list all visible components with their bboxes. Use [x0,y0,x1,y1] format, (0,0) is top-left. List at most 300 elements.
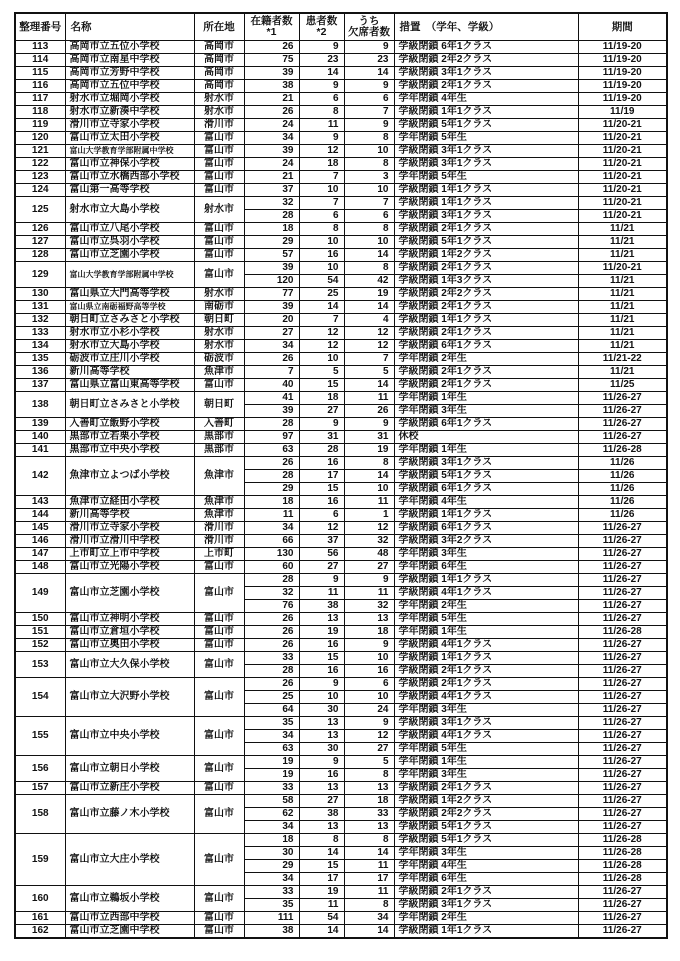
school-name: 新川高等学校 [65,509,194,522]
period: 11/26-28 [578,873,667,886]
header-name: 名称 [65,13,194,41]
period: 11/21-22 [578,353,667,366]
period: 11/26 [578,470,667,483]
school-name: 魚津市立経田小学校 [65,496,194,509]
location: 富山市 [194,223,244,236]
measure: 学級閉鎖 3年2クラス [394,535,578,548]
patient-count: 6 [299,210,344,223]
school-name: 富山市立奥田小学校 [65,639,194,652]
measure: 学級閉鎖 2年1クラス [394,379,578,392]
patient-count: 38 [299,600,344,613]
entry-id: 162 [15,925,65,939]
entry-id: 157 [15,782,65,795]
measure: 学年閉鎖 5年生 [394,132,578,145]
measure: 学年閉鎖 1年生 [394,626,578,639]
location: 富山市 [194,652,244,678]
location: 射水市 [194,327,244,340]
measure: 学級閉鎖 4年1クラス [394,587,578,600]
header-id: 整理番号 [15,13,65,41]
measure: 学級閉鎖 5年1クラス [394,119,578,132]
table-row [15,379,667,392]
measure: 学年閉鎖 4年生 [394,93,578,106]
school-name: 射水市立大島小学校 [65,340,194,353]
absent-count: 9 [344,574,394,587]
location: 射水市 [194,197,244,223]
measure: 学級閉鎖 1年1クラス [394,314,578,327]
period: 11/26-27 [578,704,667,717]
patient-count: 14 [299,847,344,860]
period: 11/26-27 [578,756,667,769]
entry-id: 120 [15,132,65,145]
entry-id: 115 [15,67,65,80]
enrolled-count: 19 [244,756,299,769]
table-row [15,392,667,405]
enrolled-count: 28 [244,665,299,678]
measure: 学年閉鎖 6年生 [394,873,578,886]
absent-count: 19 [344,288,394,301]
period: 11/26-27 [578,886,667,899]
patient-count: 17 [299,470,344,483]
measure: 学級閉鎖 1年1クラス [394,574,578,587]
school-name: 富山県立大門高等学校 [65,288,194,301]
period: 11/26-27 [578,587,667,600]
location: 富山市 [194,262,244,288]
measure: 学級閉鎖 1年1クラス [394,197,578,210]
enrolled-count: 41 [244,392,299,405]
measure: 学級閉鎖 2年2クラス [394,288,578,301]
measure: 学年閉鎖 1年生 [394,756,578,769]
location: 朝日町 [194,314,244,327]
school-name: 富山市立大庄小学校 [65,834,194,886]
period: 11/21 [578,327,667,340]
absent-count: 26 [344,405,394,418]
period: 11/26-28 [578,847,667,860]
period: 11/26-28 [578,834,667,847]
location: 富山市 [194,574,244,613]
enrolled-count: 24 [244,158,299,171]
table-row [15,301,667,314]
location: 富山市 [194,912,244,925]
entry-id: 137 [15,379,65,392]
entry-id: 138 [15,392,65,418]
patient-count: 9 [299,132,344,145]
absent-count: 31 [344,431,394,444]
school-name: 射水市立堀岡小学校 [65,93,194,106]
school-name: 高岡市立南星中学校 [65,54,194,67]
measure: 学年閉鎖 3年生 [394,769,578,782]
patient-count: 10 [299,691,344,704]
location: 滑川市 [194,535,244,548]
measure: 学級閉鎖 2年1クラス [394,366,578,379]
absent-count: 8 [344,834,394,847]
entry-id: 153 [15,652,65,678]
period: 11/26-27 [578,808,667,821]
period: 11/26-27 [578,431,667,444]
header-absent: うち 欠席者数 [344,13,394,41]
enrolled-count: 38 [244,925,299,939]
enrolled-count: 66 [244,535,299,548]
patient-count: 8 [299,834,344,847]
entry-id: 159 [15,834,65,886]
measure: 学級閉鎖 1年1クラス [394,106,578,119]
table-row [15,925,667,939]
period: 11/20-21 [578,132,667,145]
enrolled-count: 57 [244,249,299,262]
school-name: 黒部市立若栗小学校 [65,431,194,444]
school-name: 富山市立朝日小学校 [65,756,194,782]
period: 11/26-27 [578,405,667,418]
enrolled-count: 28 [244,574,299,587]
location: 富山市 [194,834,244,886]
period: 11/26 [578,509,667,522]
absent-count: 14 [344,249,394,262]
enrolled-count: 34 [244,730,299,743]
location: 富山市 [194,613,244,626]
table-row [15,717,667,730]
measure: 学級閉鎖 3年1クラス [394,210,578,223]
patient-count: 15 [299,652,344,665]
entry-id: 152 [15,639,65,652]
period: 11/26-27 [578,574,667,587]
enrolled-count: 32 [244,197,299,210]
measure: 学級閉鎖 1年1クラス [394,925,578,939]
period: 11/26-27 [578,665,667,678]
measure: 学級閉鎖 3年1クラス [394,717,578,730]
measure: 学年閉鎖 2年生 [394,600,578,613]
patient-count: 16 [299,249,344,262]
measure: 学級閉鎖 2年1クラス [394,678,578,691]
patient-count: 27 [299,405,344,418]
absent-count: 14 [344,847,394,860]
absent-count: 32 [344,600,394,613]
school-name: 魚津市立よつば小学校 [65,457,194,496]
period: 11/26 [578,457,667,470]
school-name: 富山市立太田小学校 [65,132,194,145]
location: 滑川市 [194,522,244,535]
absent-count: 8 [344,457,394,470]
enrolled-count: 111 [244,912,299,925]
absent-count: 17 [344,873,394,886]
enrolled-count: 63 [244,743,299,756]
entry-id: 122 [15,158,65,171]
patient-count: 54 [299,912,344,925]
enrolled-count: 76 [244,600,299,613]
enrolled-count: 39 [244,145,299,158]
school-name: 富山市立芝園小学校 [65,249,194,262]
patient-count: 10 [299,184,344,197]
table-row [15,496,667,509]
table-row [15,41,667,54]
entry-id: 116 [15,80,65,93]
location: 朝日町 [194,392,244,418]
absent-count: 14 [344,301,394,314]
enrolled-count: 37 [244,184,299,197]
measure: 学級閉鎖 1年2クラス [394,249,578,262]
measure: 学年閉鎖 3年生 [394,405,578,418]
enrolled-count: 120 [244,275,299,288]
location: 富山市 [194,236,244,249]
absent-count: 16 [344,665,394,678]
absent-count: 10 [344,652,394,665]
period: 11/21 [578,340,667,353]
enrolled-count: 21 [244,93,299,106]
absent-count: 11 [344,587,394,600]
location: 富山市 [194,561,244,574]
school-name: 富山大学教育学部附属中学校 [65,262,194,288]
absent-count: 8 [344,262,394,275]
patient-count: 17 [299,873,344,886]
period: 11/19-20 [578,54,667,67]
measure: 学級閉鎖 1年1クラス [394,184,578,197]
location: 黒部市 [194,444,244,457]
enrolled-count: 34 [244,522,299,535]
location: 富山市 [194,626,244,639]
school-name: 富山市立新庄小学校 [65,782,194,795]
measure: 学級閉鎖 6年1クラス [394,340,578,353]
absent-count: 12 [344,327,394,340]
enrolled-count: 24 [244,119,299,132]
school-name: 高岡市立芳野中学校 [65,67,194,80]
table-row [15,327,667,340]
table-row [15,678,667,691]
patient-count: 23 [299,54,344,67]
school-name: 富山県立富山東高等学校 [65,379,194,392]
patient-count: 12 [299,327,344,340]
table-row [15,535,667,548]
measure: 休校 [394,431,578,444]
enrolled-count: 30 [244,847,299,860]
absent-count: 32 [344,535,394,548]
period: 11/19-20 [578,93,667,106]
enrolled-count: 33 [244,652,299,665]
patient-count: 10 [299,236,344,249]
absent-count: 9 [344,418,394,431]
enrolled-count: 29 [244,860,299,873]
entry-id: 121 [15,145,65,158]
patient-count: 6 [299,509,344,522]
school-closure-document [14,12,668,939]
enrolled-count: 64 [244,704,299,717]
enrolled-count: 11 [244,509,299,522]
table-row [15,626,667,639]
enrolled-count: 28 [244,418,299,431]
period: 11/19-20 [578,41,667,54]
table-row [15,548,667,561]
entry-id: 123 [15,171,65,184]
period: 11/26-28 [578,626,667,639]
measure: 学級閉鎖 2年1クラス [394,223,578,236]
measure: 学年閉鎖 6年生 [394,561,578,574]
absent-count: 18 [344,795,394,808]
patient-count: 7 [299,171,344,184]
absent-count: 14 [344,379,394,392]
table-row [15,834,667,847]
patient-count: 8 [299,106,344,119]
absent-count: 8 [344,158,394,171]
enrolled-count: 26 [244,106,299,119]
absent-count: 8 [344,769,394,782]
patient-count: 14 [299,301,344,314]
table-row [15,93,667,106]
entry-id: 131 [15,301,65,314]
enrolled-count: 34 [244,873,299,886]
enrolled-count: 35 [244,899,299,912]
table-row [15,197,667,210]
school-name: 富山市立神明小学校 [65,613,194,626]
measure: 学年閉鎖 4年生 [394,860,578,873]
table-body [15,41,667,939]
absent-count: 12 [344,730,394,743]
table-row [15,236,667,249]
measure: 学級閉鎖 2年1クラス [394,886,578,899]
location: 高岡市 [194,54,244,67]
location: 滑川市 [194,119,244,132]
closure-table [14,12,668,939]
measure: 学級閉鎖 1年1クラス [394,509,578,522]
patient-count: 11 [299,899,344,912]
table-row [15,912,667,925]
period: 11/26-27 [578,561,667,574]
location: 魚津市 [194,457,244,496]
period: 11/26-27 [578,613,667,626]
measure: 学級閉鎖 3年1クラス [394,145,578,158]
patient-count: 8 [299,223,344,236]
absent-count: 27 [344,561,394,574]
location: 高岡市 [194,67,244,80]
absent-count: 27 [344,743,394,756]
absent-count: 9 [344,41,394,54]
absent-count: 23 [344,54,394,67]
period: 11/20-21 [578,262,667,275]
location: 射水市 [194,106,244,119]
patient-count: 15 [299,483,344,496]
school-name: 富山市立神保小学校 [65,158,194,171]
absent-count: 9 [344,639,394,652]
absent-count: 7 [344,106,394,119]
location: 魚津市 [194,496,244,509]
period: 11/21 [578,236,667,249]
enrolled-count: 28 [244,470,299,483]
location: 富山市 [194,379,244,392]
patient-count: 12 [299,145,344,158]
school-name: 富山市立光陽小学校 [65,561,194,574]
absent-count: 9 [344,119,394,132]
period: 11/26-27 [578,392,667,405]
period: 11/21 [578,288,667,301]
entry-id: 125 [15,197,65,223]
period: 11/26-27 [578,418,667,431]
enrolled-count: 62 [244,808,299,821]
location: 富山市 [194,132,244,145]
measure: 学級閉鎖 5年1クラス [394,821,578,834]
school-name: 富山市立呉羽小学校 [65,236,194,249]
table-row [15,574,667,587]
school-name: 富山市立八尾小学校 [65,223,194,236]
patient-count: 12 [299,522,344,535]
school-name: 富山市立大沢野小学校 [65,678,194,717]
entry-id: 127 [15,236,65,249]
measure: 学級閉鎖 4年1クラス [394,730,578,743]
location: 富山市 [194,145,244,158]
measure: 学級閉鎖 2年1クラス [394,262,578,275]
table-row [15,366,667,379]
enrolled-count: 39 [244,262,299,275]
location: 南砺市 [194,301,244,314]
entry-id: 142 [15,457,65,496]
patient-count: 16 [299,665,344,678]
header-period: 期間 [578,13,667,41]
period: 11/26-27 [578,743,667,756]
table-row [15,795,667,808]
location: 射水市 [194,288,244,301]
school-name: 富山市立中央小学校 [65,717,194,756]
location: 富山市 [194,795,244,834]
enrolled-count: 18 [244,496,299,509]
period: 11/21 [578,275,667,288]
entry-id: 135 [15,353,65,366]
patient-count: 14 [299,67,344,80]
patient-count: 9 [299,41,344,54]
entry-id: 158 [15,795,65,834]
location: 富山市 [194,886,244,912]
absent-count: 9 [344,717,394,730]
period: 11/26-27 [578,535,667,548]
measure: 学年閉鎖 3年生 [394,847,578,860]
school-name: 黒部市立中央小学校 [65,444,194,457]
absent-count: 10 [344,236,394,249]
table-row [15,509,667,522]
table-row [15,67,667,80]
absent-count: 34 [344,912,394,925]
measure: 学級閉鎖 2年2クラス [394,808,578,821]
header-measure: 措置 （学年、学級） [394,13,578,41]
measure: 学年閉鎖 5年生 [394,743,578,756]
patient-count: 9 [299,80,344,93]
period: 11/26-27 [578,912,667,925]
table-row [15,457,667,470]
enrolled-count: 40 [244,379,299,392]
table-row [15,249,667,262]
patient-count: 14 [299,925,344,939]
table-row [15,171,667,184]
measure: 学級閉鎖 2年1クラス [394,301,578,314]
measure: 学級閉鎖 5年1クラス [394,470,578,483]
absent-count: 8 [344,132,394,145]
school-name: 新川高等学校 [65,366,194,379]
period: 11/19-20 [578,80,667,93]
measure: 学級閉鎖 2年1クラス [394,80,578,93]
school-name: 富山市立芝園中学校 [65,925,194,939]
location: 富山市 [194,158,244,171]
location: 富山市 [194,249,244,262]
patient-count: 19 [299,626,344,639]
table-row [15,418,667,431]
absent-count: 24 [344,704,394,717]
entry-id: 134 [15,340,65,353]
measure: 学級閉鎖 4年1クラス [394,691,578,704]
absent-count: 6 [344,210,394,223]
absent-count: 10 [344,145,394,158]
period: 11/20-21 [578,171,667,184]
period: 11/26-27 [578,691,667,704]
enrolled-count: 28 [244,210,299,223]
measure: 学年閉鎖 3年生 [394,704,578,717]
patient-count: 6 [299,93,344,106]
measure: 学級閉鎖 3年1クラス [394,158,578,171]
measure: 学級閉鎖 6年1クラス [394,418,578,431]
absent-count: 4 [344,314,394,327]
period: 11/21 [578,301,667,314]
